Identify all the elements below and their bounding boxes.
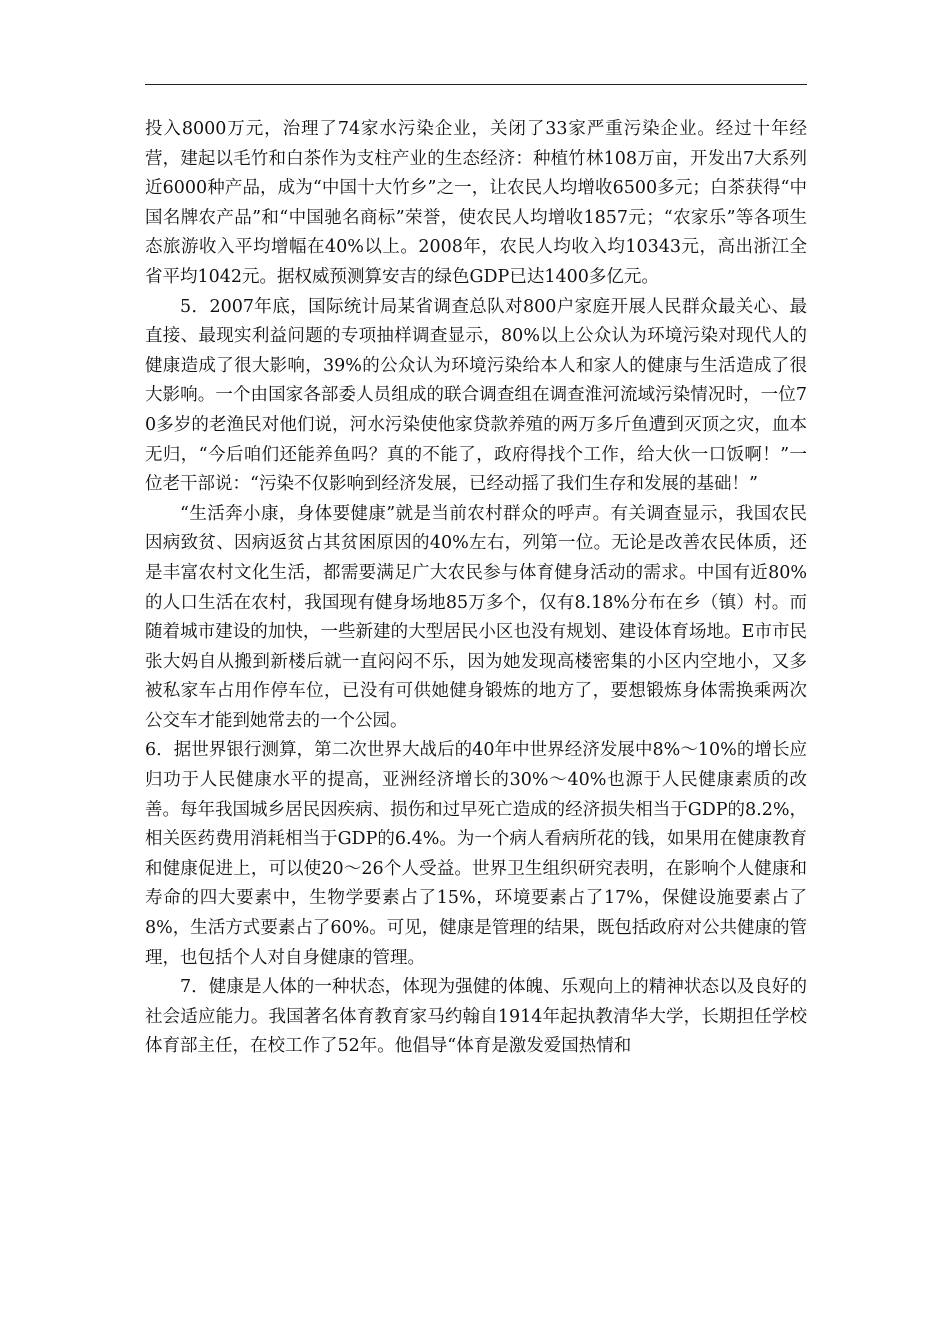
paragraph-item-6-health-economics: 6．据世界银行测算，第二次世界大战后的40年中世界经济发展中8%～10%的增长应归功于人民健康水平的提高，亚洲经济增长的30%～40%也源于人民健康素质的改善。每年我国城乡居民因疾病、损伤和过早死亡造成的经济损失相当于GDP的8.2%，相关医药费用消耗相当于GDP的6.4%。为一个病人看病所花的钱，如果用在健康教育和健康促进上，可以使20～26个人受益。世界卫生组织研究表明，在影响个人健康和寿命的四大要素中，生物学要素占了15%，环境要素占了17%，保健设施要素占了8%，生活方式要素占了60%。可见，健康是管理的结果，既包括政府对公共健康的管理，也包括个人对自身健康的管理。 xyxy=(145,740,807,968)
paragraph-rural-fitness: “生活奔小康，身体要健康”就是当前农村群众的呼声。有关调查显示，我国农民因病致贫、因病返贫占其贫困原因的40%左右，列第一位。无论是改善农民体质，还是丰富农村文化生活，都需要满足广大农民参与体育健身活动的需求。中国有近80%的人口生活在农村，我国现有健身场地85万多个，仅有8.18%分布在乡（镇）村。而随着城市建设的加快，一些新建的大型居民小区也没有规划、建设体育场地。E市市民张大妈自从搬到新楼后就一直闷闷不乐，因为她发现高楼密集的小区内空地小，又多被私家车占用作停车位，已没有可供她健身锻炼的地方了，要想锻炼身体需换乘两次公交车才能到她常去的一个公园。 xyxy=(145,503,807,731)
paragraph-investment-results: 投入8000万元，治理了74家水污染企业，关闭了33家严重污染企业。经过十年经营，建起以毛竹和白茶作为支柱产业的生态经济：种植竹林108万亩，开发出7大系列近6000种产品，成为“中国十大竹乡”之一，让农民人均增收6500多元；白茶获得“中国名牌农产品”和“中国驰名商标”荣誉，使农民人均增收1857元；“农家乐”等各项生态旅游收入平均增幅在40%以上。2008年，农民人均收入均10343元，高出浙江全省平均1042元。据权威预测算安吉的绿色GDP已达1400多亿元。 xyxy=(145,119,807,287)
paragraph-item-5-pollution-survey: 5．2007年底，国际统计局某省调查总队对800户家庭开展人民群众最关心、最直接、最现实利益问题的专项抽样调查显示，80%以上公众认为环境污染对现代人的健康造成了很大影响，39%的公众认为环境污染给本人和家人的健康与生活造成了很大影响。一个由国家各部委人员组成的联合调查组在调查淮河流域污染情况时，一位70多岁的老渔民对他们说，河水污染使他家贷款养殖的两万多斤鱼遭到灭顶之灾，血本无归，“今后咱们还能养鱼吗？真的不能了，政府得找个工作，给大伙一口饭啊！”一位老干部说：“污染不仅影响到经济发展，已经动摇了我们生存和发展的基础！” xyxy=(145,296,807,495)
document-body xyxy=(145,115,807,1062)
header-divider xyxy=(145,84,807,85)
paragraph-item-7-health-definition: 7．健康是人体的一种状态，体现为强健的体魄、乐观向上的精神状态以及良好的社会适应能力。我国著名体育教育家马约翰自1914年起执教清华大学，长期担任学校体育部主任，在校工作了52年。他倡导“体育是激发爱国热情和 xyxy=(145,977,807,1057)
